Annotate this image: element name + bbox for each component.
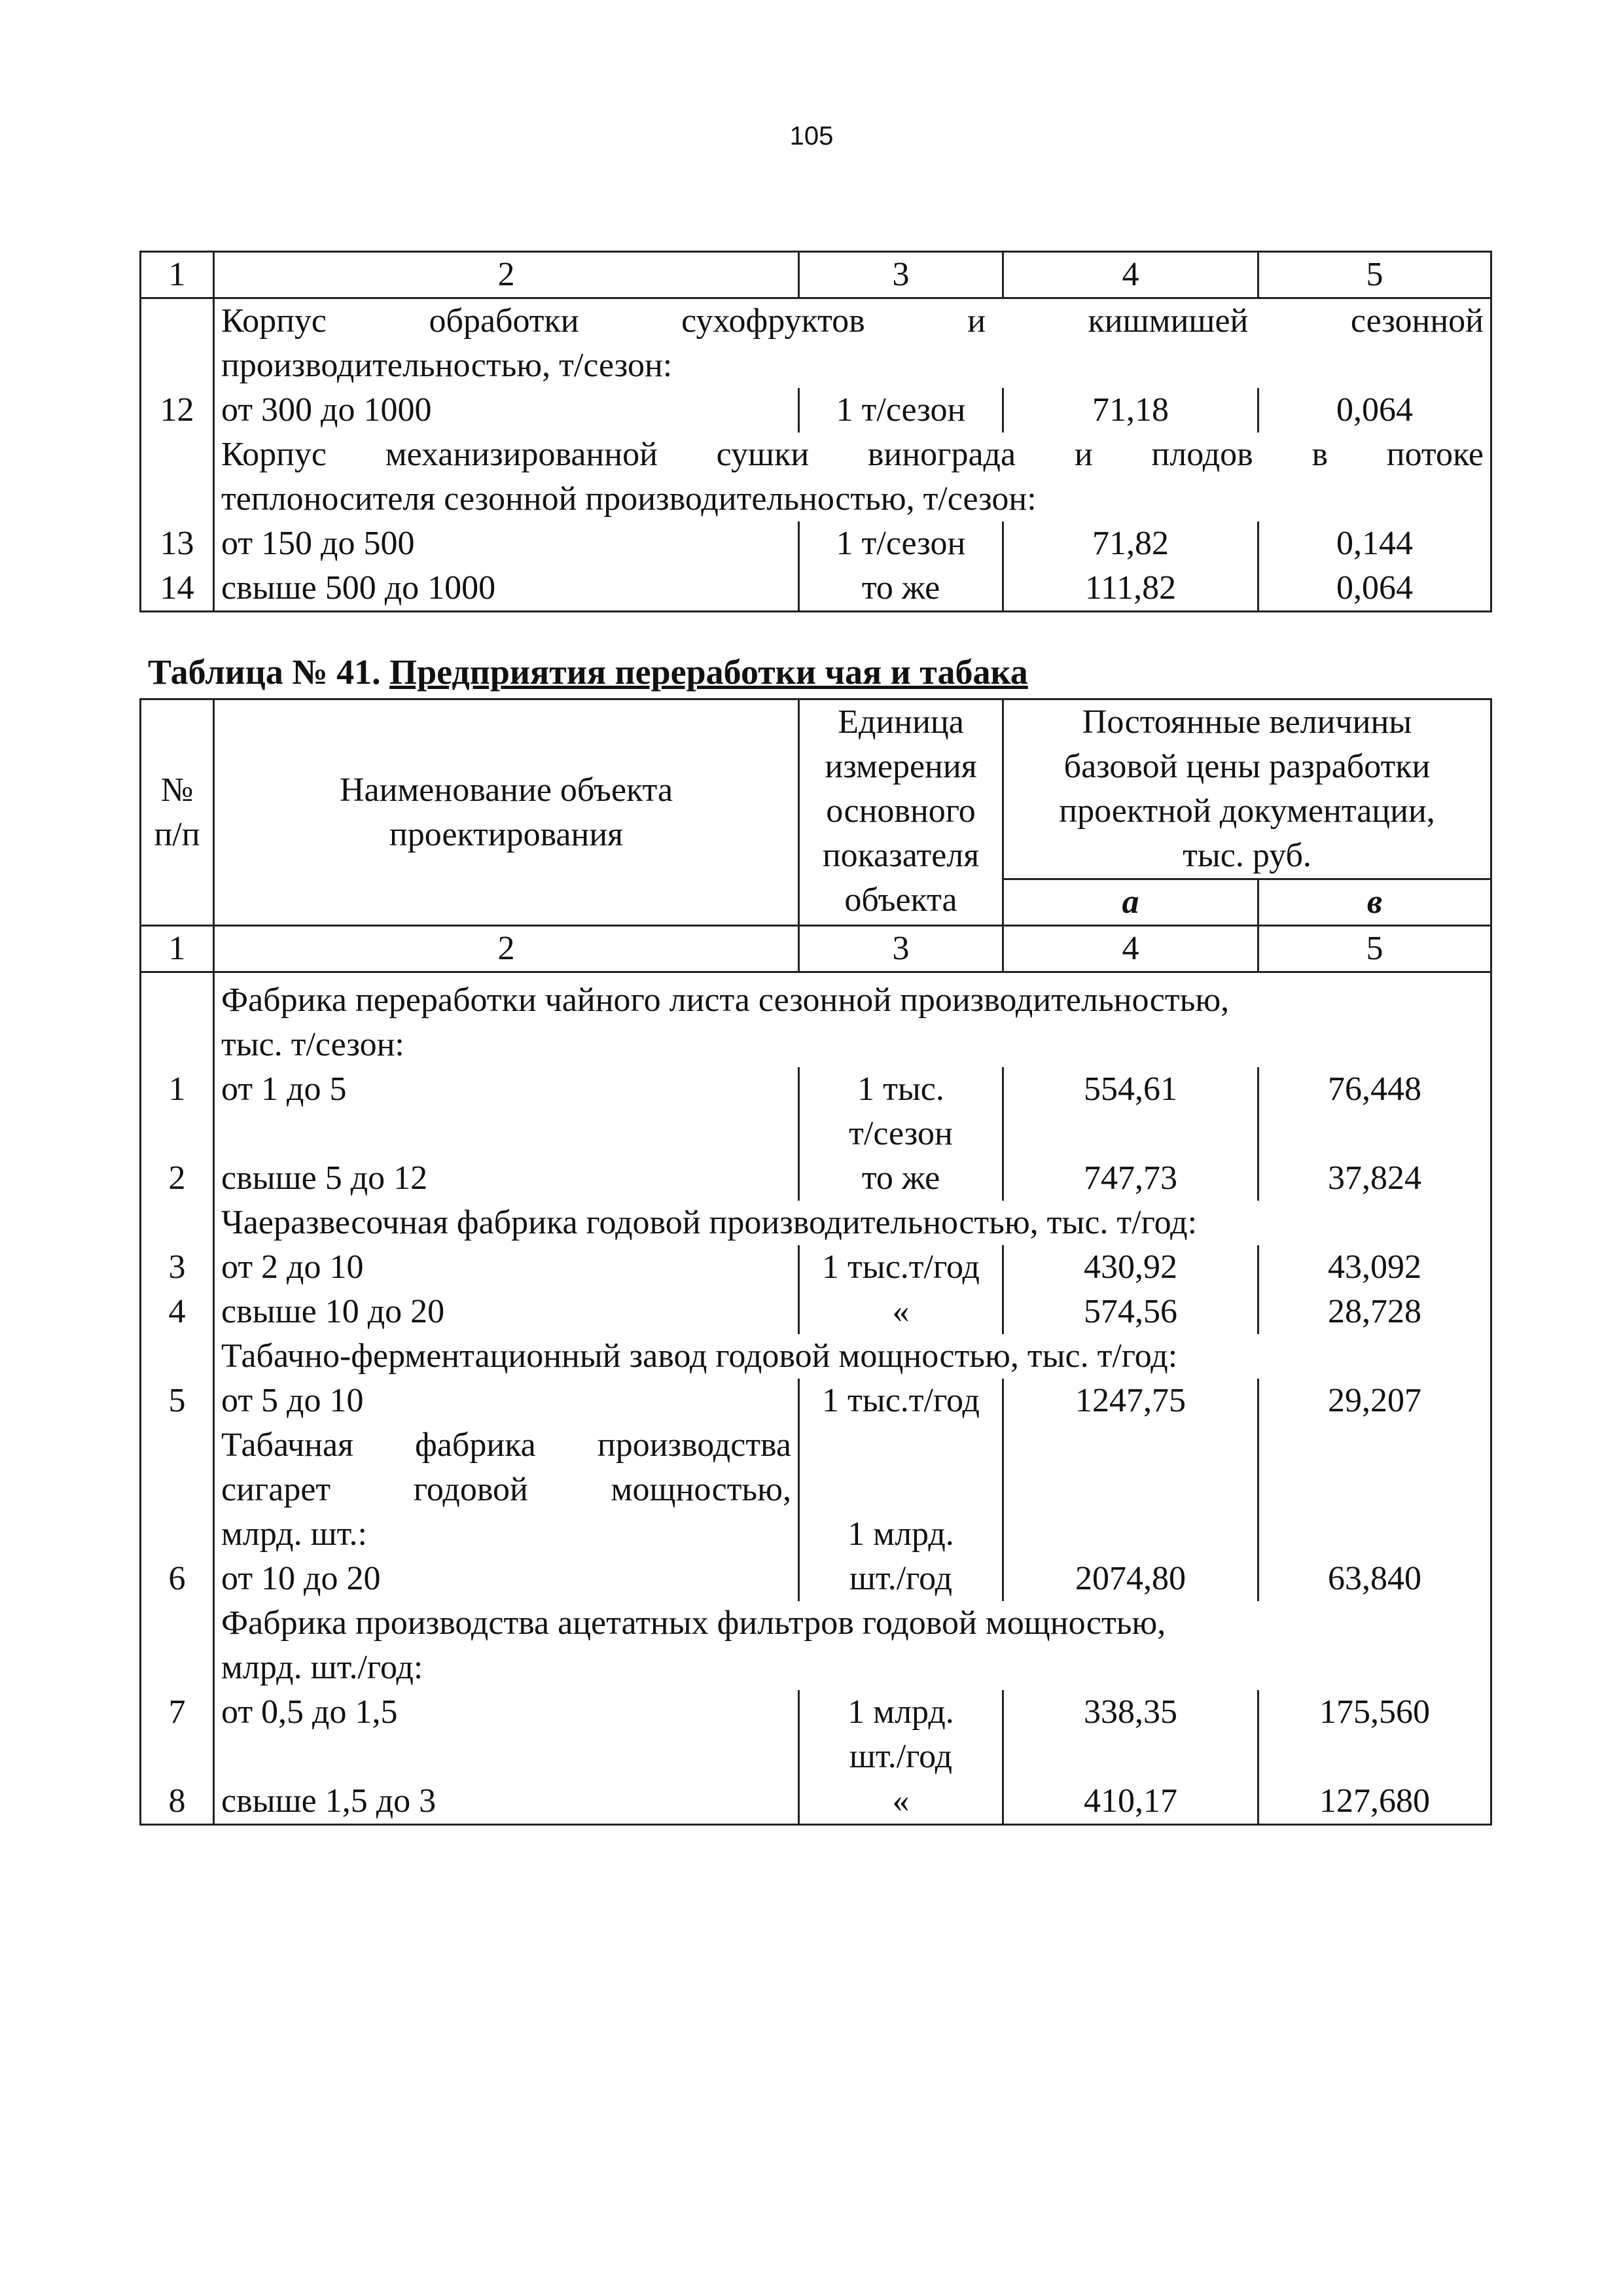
row-unit: 1 тыс.т/год — [799, 1245, 1003, 1290]
row-unit: шт./год — [799, 1557, 1003, 1601]
group-title: Корпус механизированной сушки винограда и плодов в потоке — [214, 433, 1491, 477]
col-number: 1 — [141, 926, 214, 972]
col-number: 2 — [214, 252, 799, 298]
row-name: от 10 до 20 — [214, 1557, 799, 1601]
col-number: 3 — [799, 252, 1003, 298]
table-row — [141, 1156, 1491, 1201]
table-row — [141, 521, 1491, 566]
group-title: тыс. т/сезон: — [214, 1023, 1491, 1067]
value-b: 175,560 — [1258, 1690, 1491, 1779]
row-unit: 1 тыс.т/год — [799, 1379, 1003, 1423]
value-a: 2074,80 — [1003, 1557, 1258, 1601]
continuation-table — [139, 251, 1492, 612]
row-unit: 1 т/сезон — [799, 521, 1003, 566]
value-a: 574,56 — [1003, 1290, 1258, 1334]
header-object-name — [214, 699, 799, 926]
value-b: 127,680 — [1258, 1779, 1491, 1825]
row-unit — [799, 1690, 1003, 1779]
header-base-price-line: проектной документации, — [1059, 792, 1435, 830]
table-41 — [139, 698, 1492, 1826]
column-number-row — [141, 926, 1491, 972]
row-unit: 1 млрд. — [799, 1512, 1003, 1557]
group-title-row — [141, 1023, 1491, 1067]
row-unit: то же — [799, 1156, 1003, 1201]
col-number: 5 — [1258, 926, 1491, 972]
group-title-row — [141, 433, 1491, 477]
row-unit: « — [799, 1779, 1003, 1825]
value-b: 0,064 — [1258, 566, 1491, 612]
row-number: 12 — [160, 391, 194, 429]
group-title: млрд. шт./год: — [214, 1646, 1491, 1690]
row-unit: « — [799, 1290, 1003, 1334]
table-caption-text: Предприятия переработки чая и табака — [389, 652, 1028, 692]
row-unit: то же — [799, 566, 1003, 612]
col-number: 3 — [799, 926, 1003, 972]
row-name: от 2 до 10 — [214, 1245, 799, 1290]
value-a: 338,35 — [1003, 1690, 1258, 1779]
row-name: свыше 1,5 до 3 — [214, 1779, 799, 1825]
page-number: 105 — [789, 122, 834, 150]
row-name: от 1 до 5 — [214, 1067, 799, 1156]
row-name: от 300 до 1000 — [214, 388, 799, 433]
group-title-row — [141, 1334, 1491, 1379]
group-title-row — [141, 1646, 1491, 1690]
value-b: 37,824 — [1258, 1156, 1491, 1201]
row-number: 1 — [168, 1070, 186, 1108]
value-b: 76,448 — [1258, 1067, 1491, 1156]
header-b: в — [1258, 879, 1491, 926]
value-b: 0,064 — [1258, 388, 1491, 433]
header-number — [141, 699, 214, 926]
table-row — [141, 1379, 1491, 1423]
row-number: 6 — [168, 1560, 186, 1597]
header-base-price — [1003, 699, 1491, 879]
group-title-row — [141, 477, 1491, 521]
value-b: 43,092 — [1258, 1245, 1491, 1290]
row-number: 3 — [168, 1248, 186, 1286]
value-a: 71,18 — [1003, 388, 1258, 433]
row-number: 2 — [168, 1159, 186, 1197]
group-title-row — [141, 972, 1491, 1023]
table-row — [141, 388, 1491, 433]
value-a: 747,73 — [1003, 1156, 1258, 1201]
value-a: 71,82 — [1003, 521, 1258, 566]
header-unit-line: объекта — [844, 881, 957, 919]
header-base-price-line: Постоянные величины — [1082, 703, 1412, 741]
value-a: 111,82 — [1003, 566, 1258, 612]
group-title-row — [141, 1468, 1491, 1512]
table-caption — [148, 652, 1028, 692]
row-name: свыше 500 до 1000 — [214, 566, 799, 612]
value-b: 63,840 — [1258, 1557, 1491, 1601]
table-row — [141, 1779, 1491, 1825]
group-title: млрд. шт.: — [214, 1512, 799, 1557]
row-number: 13 — [160, 525, 194, 562]
table-row — [141, 1067, 1491, 1156]
value-a: 554,61 — [1003, 1067, 1258, 1156]
row-name: от 5 до 10 — [214, 1379, 799, 1423]
row-number: 4 — [168, 1293, 186, 1330]
header-a: а — [1003, 879, 1258, 926]
group-title: теплоносителя сезонной производительностью, т/сезон: — [214, 477, 1491, 521]
col-number: 5 — [1258, 252, 1491, 298]
table-row — [141, 1690, 1491, 1779]
header-object-name-line: Наименование объекта — [339, 771, 673, 809]
group-title: сигарет годовой мощностью, — [214, 1468, 799, 1512]
value-b: 0,144 — [1258, 521, 1491, 566]
group-title: Чаеразвесочная фабрика годовой производительностью, тыс. т/год: — [214, 1201, 1491, 1245]
group-title: производительностью, т/сезон: — [214, 344, 1491, 388]
col-number: 4 — [1003, 252, 1258, 298]
row-name: от 150 до 500 — [214, 521, 799, 566]
row-number: 14 — [160, 569, 194, 607]
header-base-price-line: тыс. руб. — [1183, 837, 1311, 874]
table-row — [141, 1557, 1491, 1601]
header-unit-line: основного — [826, 792, 976, 830]
group-title: Фабрика производства ацетатных фильтров годовой мощностью, — [214, 1601, 1491, 1646]
header-row — [141, 699, 1491, 879]
group-title: Корпус обработки сухофруктов и кишмишей сезонной — [214, 298, 1491, 344]
row-unit — [799, 1067, 1003, 1156]
group-title-row — [141, 1601, 1491, 1646]
group-title-row — [141, 344, 1491, 388]
header-unit — [799, 699, 1003, 926]
header-unit-line: показателя — [822, 837, 980, 874]
row-name: свыше 10 до 20 — [214, 1290, 799, 1334]
group-title: Табачная фабрика производства — [214, 1423, 799, 1468]
group-title-row — [141, 1423, 1491, 1468]
value-b: 29,207 — [1258, 1379, 1491, 1423]
table-row — [141, 566, 1491, 612]
table-row — [141, 1290, 1491, 1334]
col-number: 1 — [141, 252, 214, 298]
row-unit: 1 т/сезон — [799, 388, 1003, 433]
value-b: 28,728 — [1258, 1290, 1491, 1334]
group-title: Фабрика переработки чайного листа сезонной производительностью, — [214, 972, 1491, 1023]
value-a: 430,92 — [1003, 1245, 1258, 1290]
row-name: свыше 5 до 12 — [214, 1156, 799, 1201]
group-title: Табачно-ферментационный завод годовой мощностью, тыс. т/год: — [214, 1334, 1491, 1379]
header-number-line: № — [160, 771, 194, 809]
row-number: 7 — [168, 1693, 186, 1731]
group-title-row — [141, 1201, 1491, 1245]
header-base-price-line: базовой цены разработки — [1063, 748, 1431, 785]
header-object-name-line: проектирования — [389, 815, 624, 853]
header-number-line: п/п — [154, 815, 200, 853]
value-a: 1247,75 — [1003, 1379, 1258, 1423]
group-title-row — [141, 298, 1491, 344]
row-unit-line: шт./год — [849, 1738, 953, 1775]
column-number-row — [141, 252, 1491, 298]
row-unit-line: т/сезон — [849, 1115, 953, 1152]
value-a: 410,17 — [1003, 1779, 1258, 1825]
group-title-row — [141, 1512, 1491, 1557]
row-name: от 0,5 до 1,5 — [214, 1690, 799, 1779]
header-unit-line: измерения — [825, 748, 977, 785]
row-unit-line: 1 млрд. — [847, 1693, 954, 1731]
row-number: 8 — [168, 1782, 186, 1820]
col-number: 2 — [214, 926, 799, 972]
row-unit-line: 1 тыс. — [857, 1070, 944, 1108]
row-number: 5 — [168, 1382, 186, 1419]
table-row — [141, 1245, 1491, 1290]
table-caption-prefix: Таблица № 41. — [148, 652, 381, 692]
col-number: 4 — [1003, 926, 1258, 972]
header-unit-line: Единица — [838, 703, 964, 741]
